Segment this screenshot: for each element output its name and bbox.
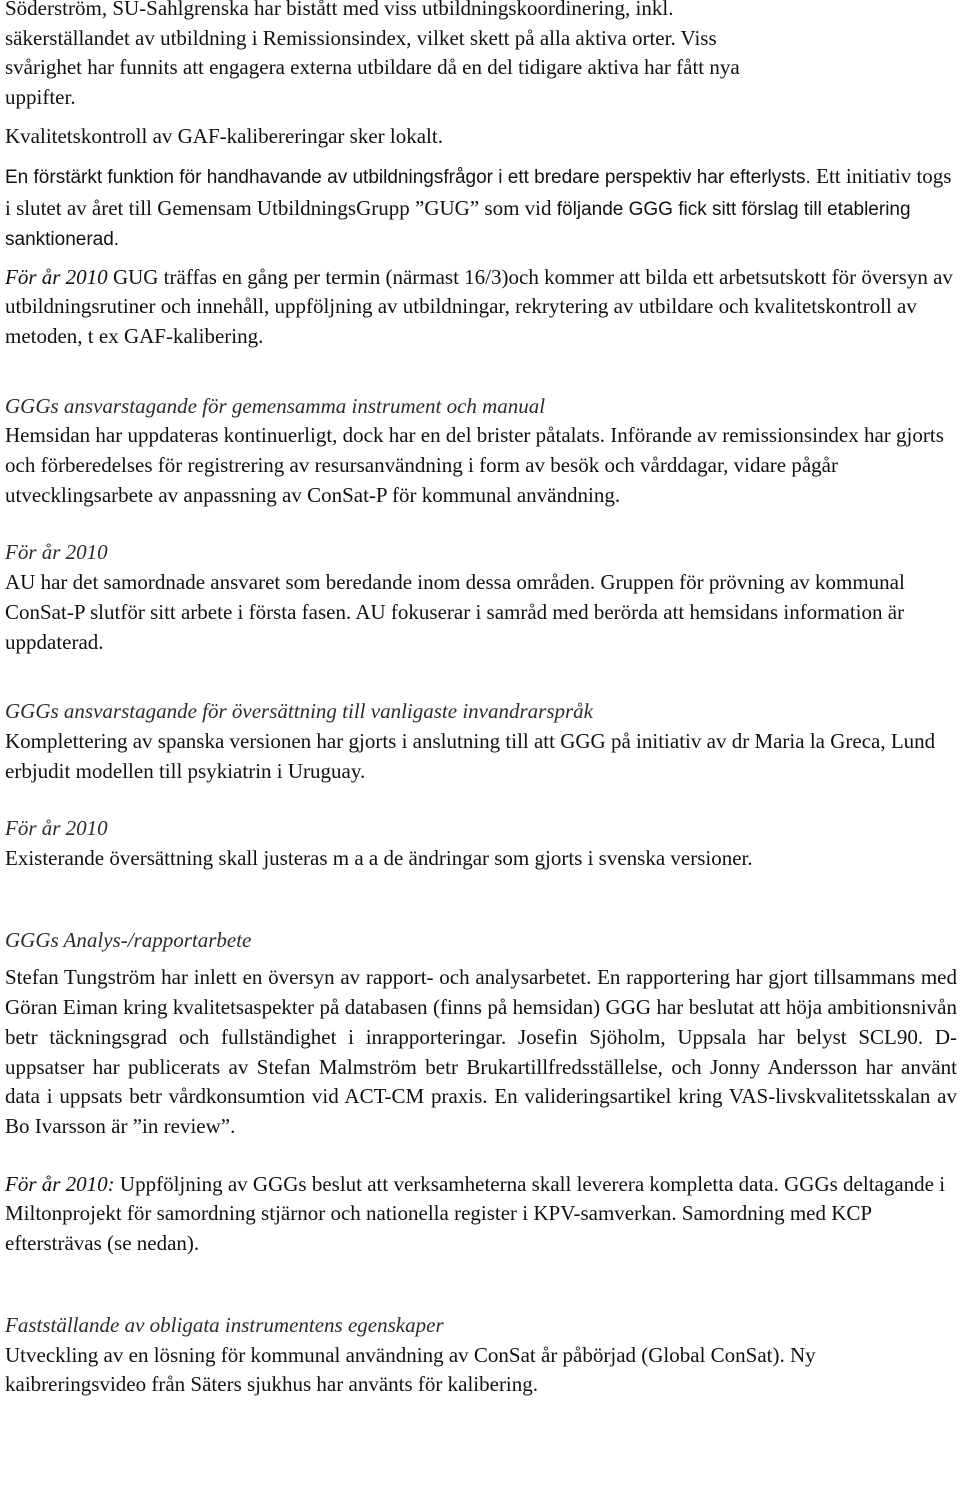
paragraph-rapportarbete: Stefan Tungström har inlett en översyn av rapport- och analysarbetet. En rapportering har gjort tillsammans med Göran Eiman kring kvalitetsaspekter på databasen (finns på hemsidan) GGG har beslutat att höja ambitionsnivån betr täckningsgrad och fullständighet i inrapporteringar. Josefin Sjöholm, Uppsala har belyst SCL90. D-uppsatser har publicerats av Stefan Malmström betr Brukartillfredsställelse, och Jonny Andersson har använt data i uppsats betr vårdkonsumtion vid ACT-CM praxis. En valideringsartikel kring VAS-livskvalitetsskalan av Bo Ivarsson är ”in review”.: [5, 965, 957, 1138]
label-for-ar-2010: För år 2010: [5, 264, 108, 289]
paragraph-gaf-kontroll: Kvalitetskontroll av GAF-kalibereringar sker lokalt.: [5, 123, 443, 148]
paragraph-forstarkt-funktion: [5, 161, 957, 255]
document-page: [5, 0, 957, 1400]
paragraph-gug-2010-text: GUG träffas en gång per termin (närmast 16/3)och kommer att bilda ett arbetsutskott för översyn av utbildningsrutiner och innehåll, uppföljning av utbildningar, rekrytering av utbildare och kvalitetskontroll av metoden, t ex GAF-kalibering.: [5, 264, 953, 348]
section-heading-analys-rapport: GGGs Analys-/rapportarbete: [5, 927, 252, 952]
paragraph-uppfoljning-2010: [5, 1170, 957, 1259]
paragraph-gug-2010: [5, 263, 957, 352]
paragraph-forstarkt-serif: Ett initiativ togs i slutet av året till Gemensam UtbildningsGrupp ”GUG” som vid: [5, 163, 952, 220]
paragraph-consat-losning: Utveckling av en lösning för kommunal användning av ConSat år påbörjad (Global ConSat). Ny kaibreringsvideo från Säters sjukhus har använts för kalibering.: [5, 1342, 816, 1397]
paragraph-forstarkt-sans: En förstärkt funktion för handhavande av utbildningsfrågor i ett bredare perspektiv har efterlysts.: [5, 166, 811, 188]
section-heading-oversattning: GGGs ansvarstagande för översättning till vanligaste invandrarspråk: [5, 699, 593, 724]
subheading-for-ar-2010-a: För år 2010: [5, 540, 108, 565]
label-for-ar-2010-colon: För år 2010:: [5, 1171, 115, 1196]
paragraph-hemsidan: Hemsidan har uppdateras kontinuerligt, dock har en del brister påtalats. Införande av remissionsindex har gjorts och förberedelses för registrering av resursanvändning i form av besök och vårddagar, vidare pågår utvecklingsarbete av anpassning av ConSat-P för kommunal användning.: [5, 423, 944, 507]
paragraph-au-ansvar: AU har det samordnade ansvaret som beredande inom dessa områden. Gruppen för prövning av kommunal ConSat-P slutför sitt arbete i första fasen. AU fokuserar i samråd med berörda att hemsidans information är uppdaterad.: [5, 570, 905, 654]
paragraph-forstarkt-sans-end: följande GGG fick sitt förslag till etablering sanktionerad.: [5, 198, 911, 250]
subheading-for-ar-2010-b: För år 2010: [5, 816, 108, 841]
paragraph-utbildning-intro: Söderström, SU-Sahlgrenska har bistått med viss utbildningskoordinering, inkl. säkerställandet av utbildning i Remissionsindex, vilket skett på alla aktiva orter. Viss svårighet har funnits att engagera externa utbildare då en del tidigare aktiva har fått nya uppifter.: [5, 0, 740, 110]
paragraph-uppfoljning-text: Uppföljning av GGGs beslut att verksamheterna skall leverera kompletta data. GGGs deltagande i Miltonprojekt för samordning stjärnor och nationella register i KPV-samverkan. Samordning med KCP eftersträvas (se nedan).: [5, 1171, 946, 1256]
paragraph-existerande-oversattning: Existerande översättning skall justeras m a a de ändringar som gjorts i svenska versioner.: [5, 846, 753, 871]
section-heading-instrument-manual: GGGs ansvarstagande för gemensamma instrument och manual: [5, 393, 546, 418]
section-heading-obligata-instrument: Fastställande av obligata instrumentens egenskaper: [5, 1312, 444, 1337]
paragraph-spanska-version: Komplettering av spanska versionen har gjorts i anslutning till att GGG på initiativ av dr Maria la Greca, Lund erbjudit modellen till psykiatrin i Uruguay.: [5, 728, 936, 783]
